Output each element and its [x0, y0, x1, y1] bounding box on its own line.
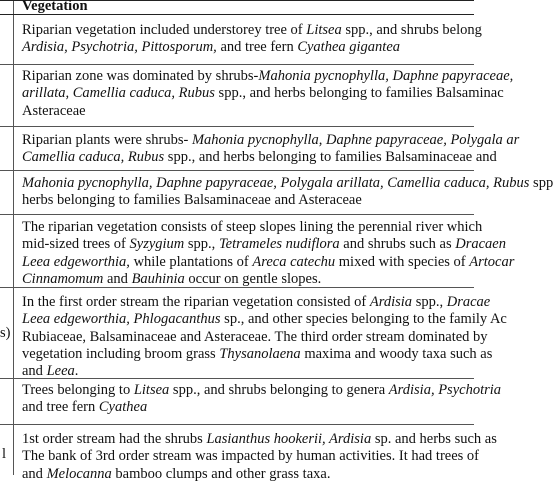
- text-run: Rubiaceae, Balsaminaceae and Asteraceae. The third order stream dominated by: [22, 328, 488, 345]
- taxon-name: Mahonia pycnophylla, Daphne papyraceae, Polygala ar: [191, 132, 520, 148]
- text-run: bamboo clumps and other grass taxa.: [111, 465, 331, 482]
- vegetation-cell: [22, 22, 492, 57]
- text-run: and: [22, 363, 47, 380]
- text-run: occur on gentle slopes.: [184, 270, 322, 287]
- vegetation-cell: [22, 68, 514, 120]
- taxon-name: Mahonia pycnophylla, Daphne papyraceae,: [258, 68, 514, 84]
- cell-text-line: [22, 85, 504, 102]
- text-run: and: [22, 465, 47, 482]
- text-run: and shrubs such as: [339, 236, 456, 253]
- taxon-name: Leea: [46, 363, 75, 380]
- cell-text-line: [22, 329, 492, 346]
- table-header-row: [0, 1, 474, 15]
- cell-text-line: [22, 22, 492, 39]
- text-run: spp., and shrubs belong: [341, 22, 482, 38]
- text-run: Riparian vegetation included understorey tree of: [22, 22, 307, 38]
- text-run: spp., and herbs belonging to families Balsaminaceae and: [164, 149, 497, 166]
- cell-text-line: [22, 311, 507, 328]
- vegetation-cell: [22, 175, 553, 210]
- table-row: [0, 127, 520, 171]
- text-run: and tree fern: [22, 399, 99, 416]
- taxon-name: Melocanna: [46, 465, 112, 482]
- left-column-fragment: l: [2, 446, 7, 462]
- text-run: maxima and woody taxa such as: [300, 345, 493, 362]
- text-run: Asteraceae: [22, 102, 86, 119]
- taxon-name: Leea edgeworthia,: [22, 253, 130, 270]
- cell-text-line: [22, 192, 492, 209]
- vegetation-cell: [22, 132, 520, 167]
- cell-text-line: [22, 466, 492, 483]
- header-vegetation: Vegetation: [22, 0, 88, 14]
- text-run: spp.,: [412, 294, 447, 310]
- table-row: [0, 15, 482, 65]
- vegetation-cell: [22, 294, 507, 380]
- cell-text-line: [22, 253, 515, 271]
- taxon-name: Thysanolaena: [219, 345, 301, 362]
- taxon-name: Syzygium: [129, 236, 185, 253]
- vegetation-cell: [22, 431, 497, 483]
- text-run: mid-sized trees of: [22, 236, 130, 253]
- taxon-name: Litsea: [133, 382, 170, 398]
- taxon-name: Mahonia pycnophylla, Daphne papyraceae, Polygala arillata, Camellia caduca, Rubus: [22, 175, 530, 191]
- text-run: The riparian vegetation consists of steep slopes lining the perennial river which: [22, 219, 483, 235]
- text-run: Riparian zone was dominated by shrubs-: [22, 68, 259, 84]
- text-run: and tree fern: [216, 39, 298, 56]
- taxon-name: arillata, Camellia caduca, Rubus: [22, 85, 215, 102]
- cell-text-line: [22, 39, 492, 56]
- cell-text-line: [22, 399, 492, 416]
- table-row: [0, 425, 497, 482]
- taxon-name: Artocar: [469, 253, 515, 270]
- cell-text-line: [22, 175, 553, 192]
- cell-text-line: [22, 294, 492, 311]
- taxon-name: Tetrameles nudiflora: [218, 236, 340, 253]
- cell-text-line: [22, 382, 502, 399]
- table-row: [0, 288, 507, 380]
- vegetation-cell: [22, 382, 502, 417]
- text-run: spp.,: [184, 236, 219, 253]
- text-run: herbs belonging to families Balsaminaceae and Asteraceae: [22, 192, 362, 209]
- taxon-name: Ardisia: [369, 294, 413, 310]
- text-run: Trees belonging to: [22, 382, 134, 398]
- text-run: sp., and other species belonging to the family Ac: [220, 311, 507, 328]
- taxon-name: Cyathea gigantea: [297, 39, 401, 56]
- text-run: mixed with species of: [335, 253, 470, 270]
- taxon-name: Cyathea: [98, 399, 148, 416]
- text-run: spp., and herbs belonging to families Balsaminac: [214, 85, 504, 102]
- cell-text-line: [22, 363, 492, 380]
- vegetation-cell: [22, 219, 515, 288]
- text-run: In the first order stream the riparian vegetation consisted of: [22, 294, 370, 310]
- cell-text-line: [22, 448, 492, 465]
- cell-text-line: [22, 346, 492, 363]
- cell-text-line: [22, 68, 514, 85]
- taxon-name: Litsea: [306, 22, 342, 38]
- table-row: [0, 379, 502, 425]
- cell-text-line: [22, 103, 492, 120]
- taxon-name: Ardisia, Psychotria: [388, 382, 502, 398]
- cell-text-line: [22, 219, 492, 236]
- table-row: [0, 215, 515, 288]
- text-run: spp: [529, 175, 553, 191]
- cell-text-line: [22, 236, 506, 253]
- left-column-fragment: s): [0, 325, 11, 341]
- text-run: 1st order stream had the shrubs: [22, 431, 207, 447]
- cell-text-line: [22, 149, 497, 166]
- cell-text-line: [22, 431, 497, 448]
- cell-text-line: [22, 271, 492, 288]
- taxon-name: Lasianthus hookerii, Ardisia: [206, 431, 372, 447]
- text-run: spp., and shrubs belonging to genera: [169, 382, 389, 398]
- table-row: [0, 171, 553, 215]
- taxon-name: Dracae: [446, 294, 491, 310]
- taxon-name: Leea edgeworthia, Phlogacanthus: [22, 311, 221, 328]
- taxon-name: Cinnamomum: [22, 270, 104, 287]
- text-run: vegetation including broom grass: [22, 345, 220, 362]
- taxon-name: Dracaen: [455, 236, 506, 253]
- text-run: sp. and herbs such as: [371, 431, 497, 447]
- text-run: and: [103, 270, 132, 287]
- taxon-name: Areca catechu: [252, 253, 336, 270]
- text-run: Riparian plants were shrubs-: [22, 132, 192, 148]
- taxon-name: Bauhinia: [131, 270, 185, 287]
- taxon-name: Ardisia, Psychotria, Pittosporum,: [22, 39, 217, 56]
- text-run: The bank of 3rd order stream was impacted by human activities. It had trees of: [22, 448, 479, 465]
- taxon-name: Camellia caduca, Rubus: [22, 149, 165, 166]
- table-row: [0, 65, 514, 127]
- cell-text-line: [22, 132, 520, 149]
- text-run: .: [74, 363, 79, 380]
- text-run: while plantations of: [129, 253, 253, 270]
